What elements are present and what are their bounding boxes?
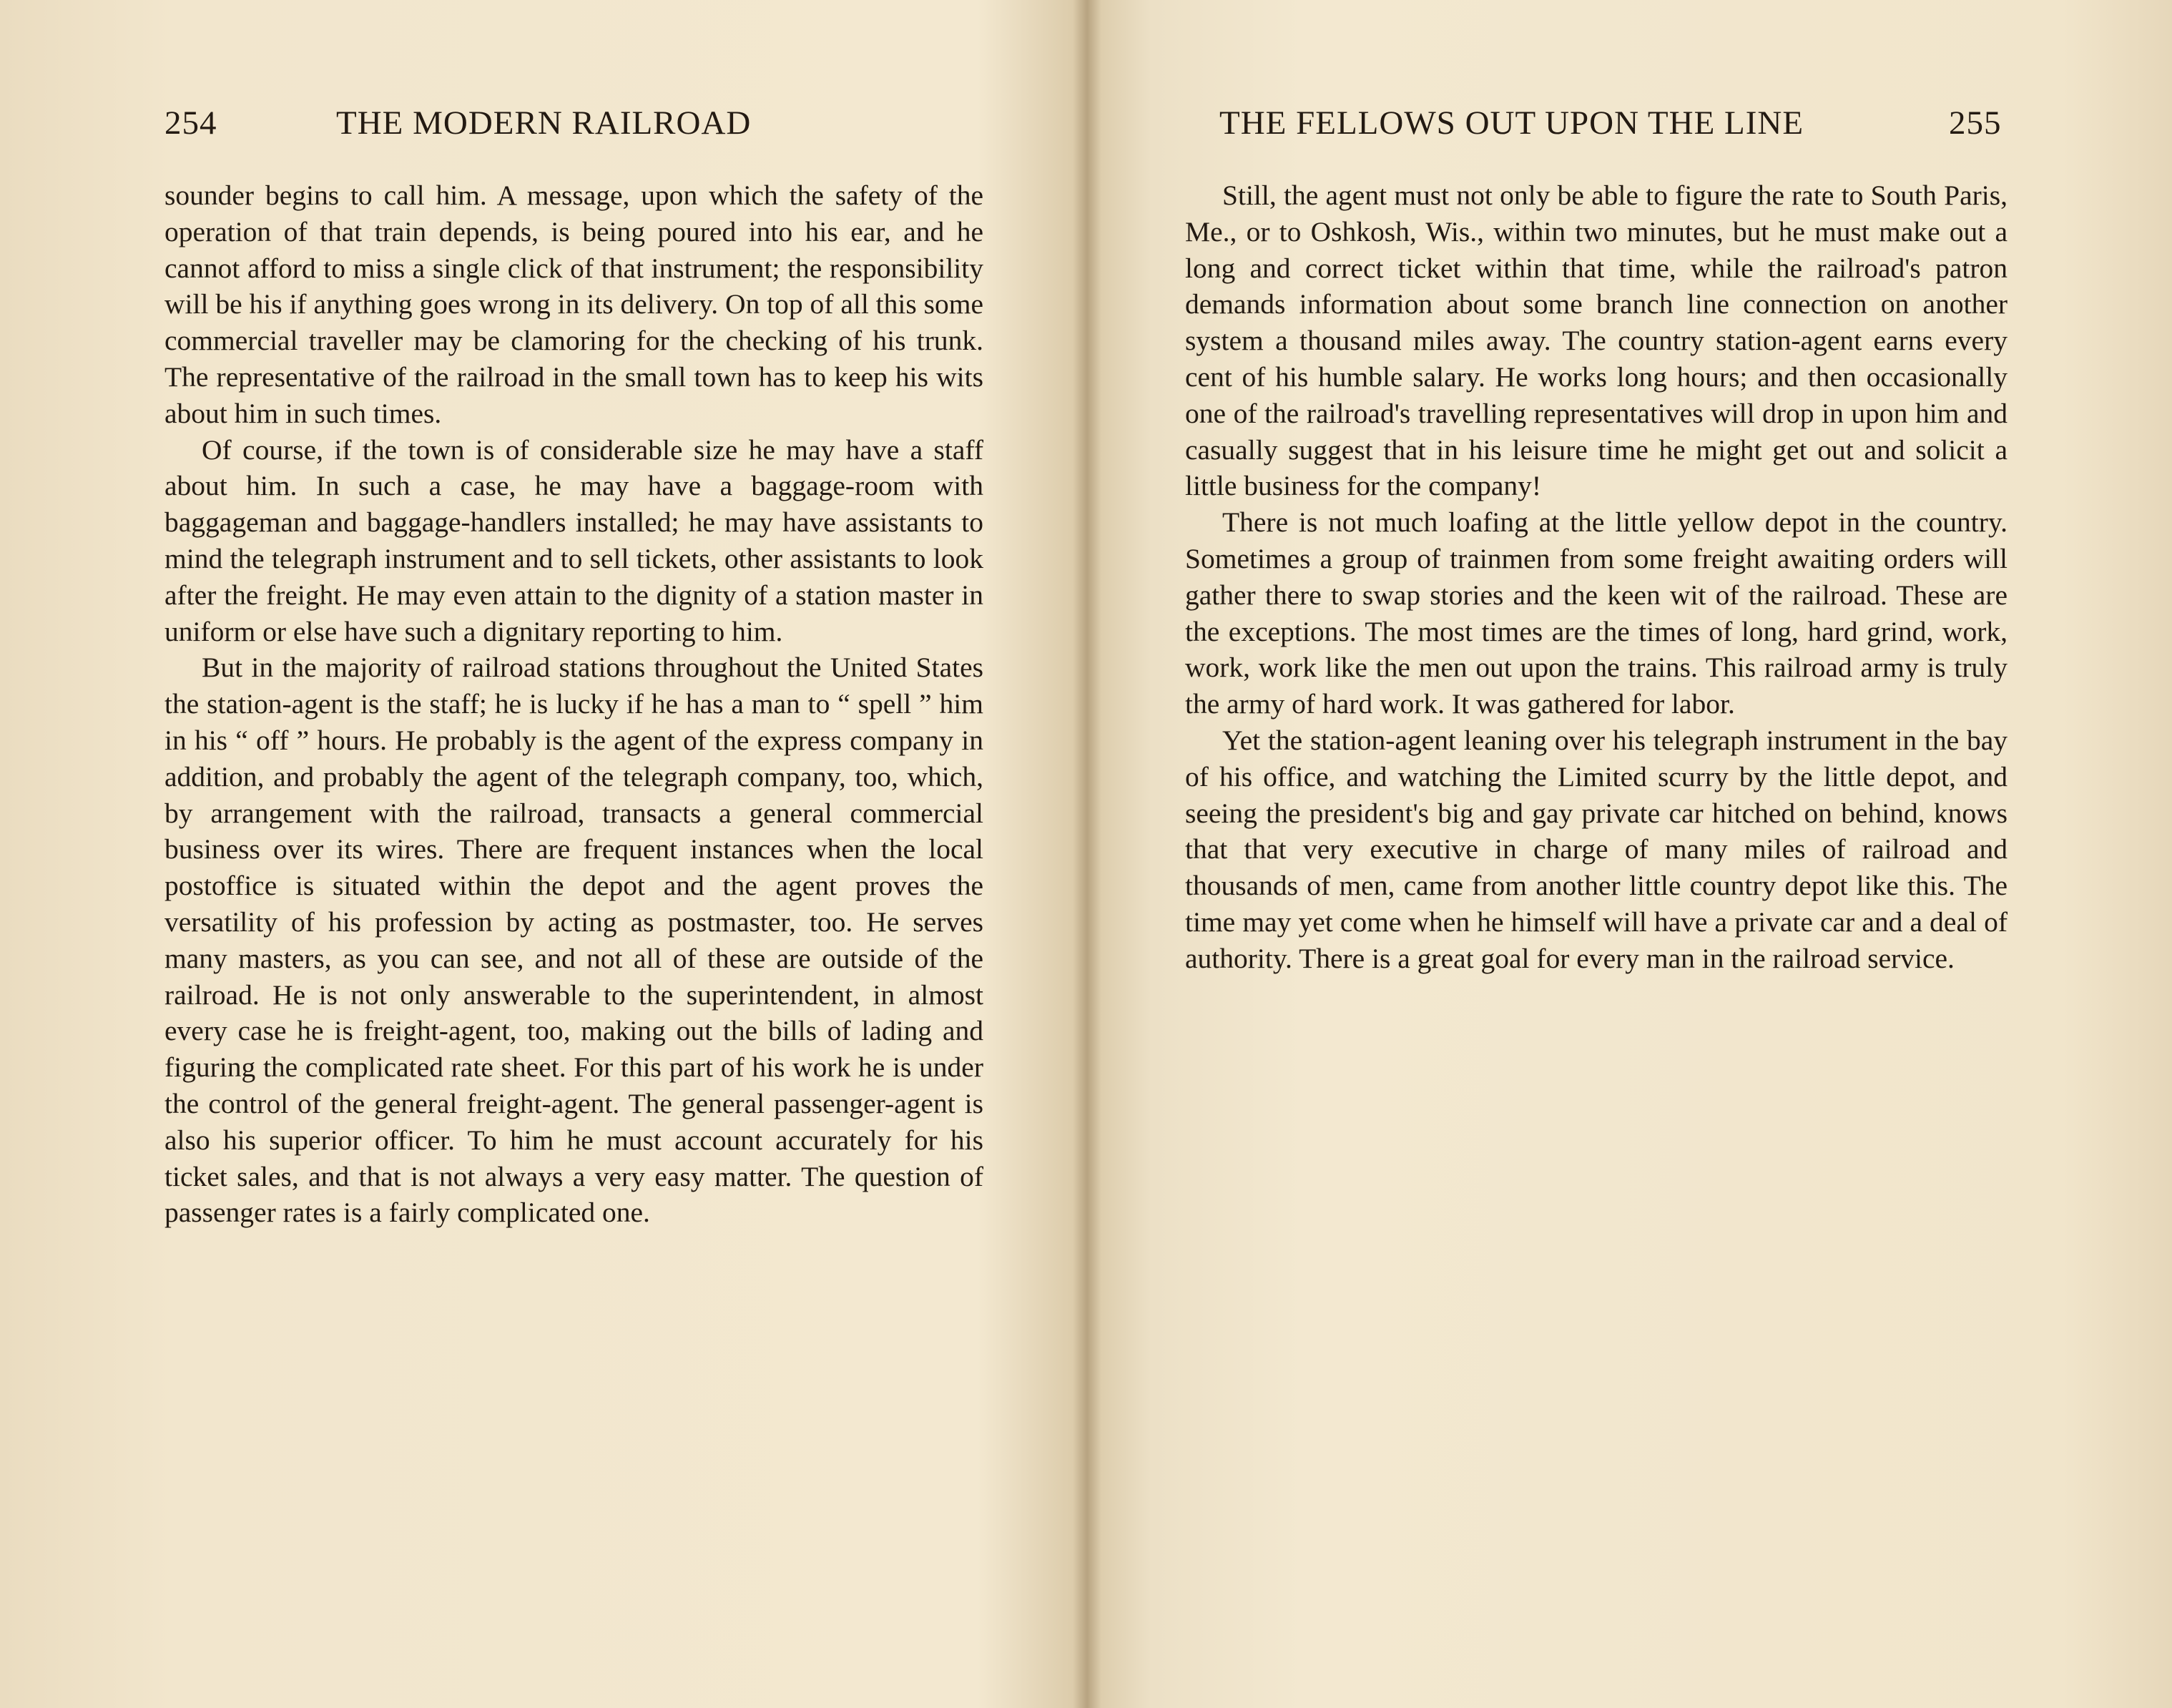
page-text: [1185, 177, 2008, 977]
running-head: THE FELLOWS OUT UPON THE LINE: [1219, 104, 1804, 142]
paragraph: There is not much loafing at the little yellow depot in the country. Sometimes a group of trainmen from some freight awaiting orders will gather there to swap stories and the keen wit of the railroad. These are the exceptions. The most times are the times of long, hard grind, work, work, work like the men out upon the trains. This railroad army is truly the army of hard work. It was gathered for labor.: [1185, 506, 2008, 720]
right-page: [1099, 0, 2172, 1708]
left-page: [0, 0, 1073, 1708]
paragraph: Of course, if the town is of considerable size he may have a staff about him. In such a case, he may have a baggage-room with baggageman and baggage-handlers installed; he may have assistants to mind the telegraph instrument and to sell tickets, other assistants to look after the freight. He may even attain to the dignity of a station master in uniform or else have such a dignitary reporting to him.: [164, 433, 983, 647]
page-text: [164, 177, 983, 1231]
paragraph: Yet the station-agent leaning over his telegraph instrument in the bay of his office, and watching the Limited scurry by the little depot, and seeing the president's big and gay private car hitched on behind, knows that that very executive in charge of many miles of railroad and thousands of men, came from another little country depot like this. The time may yet come when he himself will have a private car and a deal of authority. There is a great goal for every man in the railroad service.: [1185, 724, 2008, 974]
paragraph: But in the majority of railroad stations throughout the United States the station-agent is the staff; he is lucky if he has a man to “ spell ” him in his “ off ” hours. He probably is the agent of the express company in addition, and probably the agent of the telegraph company, too, which, by arrangement with the railroad, transacts a general commercial business over its wires. There are frequent instances when the local postoffice is situated within the depot and the agent proves the versatility of his profession by acting as postmaster, too. He serves many masters, as you can see, and not all of these are outside of the railroad. He is not only answerable to the superintendent, in almost every case he is freight-agent, too, making out the bills of lading and figuring the complicated rate sheet. For this part of his work he is under the control of the general freight-agent. The general passenger-agent is also his superior officer. To him he must account accurately for his ticket sales, and that is not always a very easy matter. The question of passenger rates is a fairly complicated one.: [164, 652, 983, 1229]
paragraph: sounder begins to call him. A message, upon which the safety of the operation of that train depends, is being poured into his ear, and he cannot afford to miss a single click of that instrument; the responsibility will be his if anything goes wrong in its delivery. On top of all this some commercial traveller may be clamoring for the checking of his trunk. The representative of the railroad in the small town has to keep his wits about him in such times.: [164, 180, 983, 429]
page-number: 254: [164, 104, 217, 142]
book-gutter: [1073, 0, 1101, 1708]
running-head: THE MODERN RAILROAD: [336, 104, 752, 142]
paragraph: Still, the agent must not only be able to figure the rate to South Paris, Me., or to Oshkosh, Wis., within two minutes, but he must make out a long and correct ticket within that time, while the railroad's patron demands information about some branch line connection on another system a thousand miles away. The country station-agent earns every cent of his humble salary. He works long hours; and then occasionally one of the railroad's travelling representatives will drop in upon him and casually suggest that in his leisure time he might get out and solicit a little business for the company!: [1185, 180, 2008, 502]
page-number: 255: [1949, 104, 2002, 142]
